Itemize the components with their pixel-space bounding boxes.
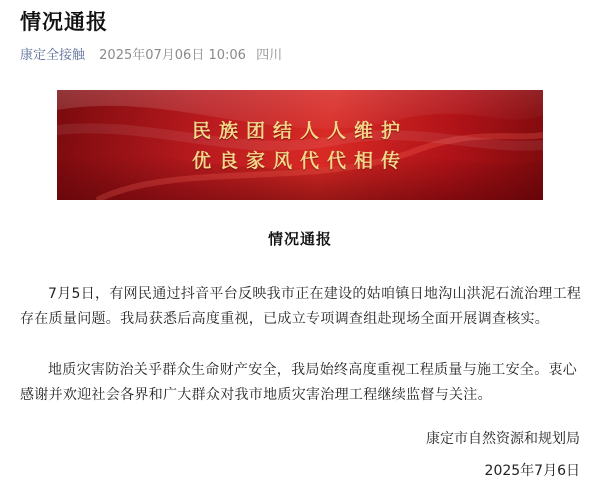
signature-date: 2025年7月6日 (484, 463, 580, 479)
publish-datetime: 2025年07月06日 10:06 (99, 48, 246, 63)
article-meta (20, 44, 282, 63)
signature-organization: 康定市自然资源和规划局 (426, 431, 580, 447)
author-link[interactable]: 康定全接触 (20, 48, 86, 63)
banner-image (57, 90, 543, 200)
body-paragraph-1: 7月5日，有网民通过抖音平台反映我市正在建设的姑咱镇日地沟山洪泥石流治理工程存在质量问题。我局获悉后高度重视，已成立专项调查组赴现场全面开展调查核实。 (20, 286, 582, 327)
silk-drape-decoration (57, 90, 543, 200)
publish-location: 四川 (256, 48, 283, 63)
notice-heading: 情况通报 (267, 230, 332, 248)
article-title: 情况通报 (20, 10, 108, 34)
banner-slogan-line-2: 优良家风代代相传 (191, 150, 408, 172)
body-paragraph-2: 地质灾害防治关乎群众生命财产安全，我局始终高度重视工程质量与施工安全。衷心感谢并欢迎社会各界和广大群众对我市地质灾害治理工程继续监督与关注。 (20, 362, 578, 403)
banner-slogan-line-1: 民族团结人人维护 (191, 120, 408, 142)
